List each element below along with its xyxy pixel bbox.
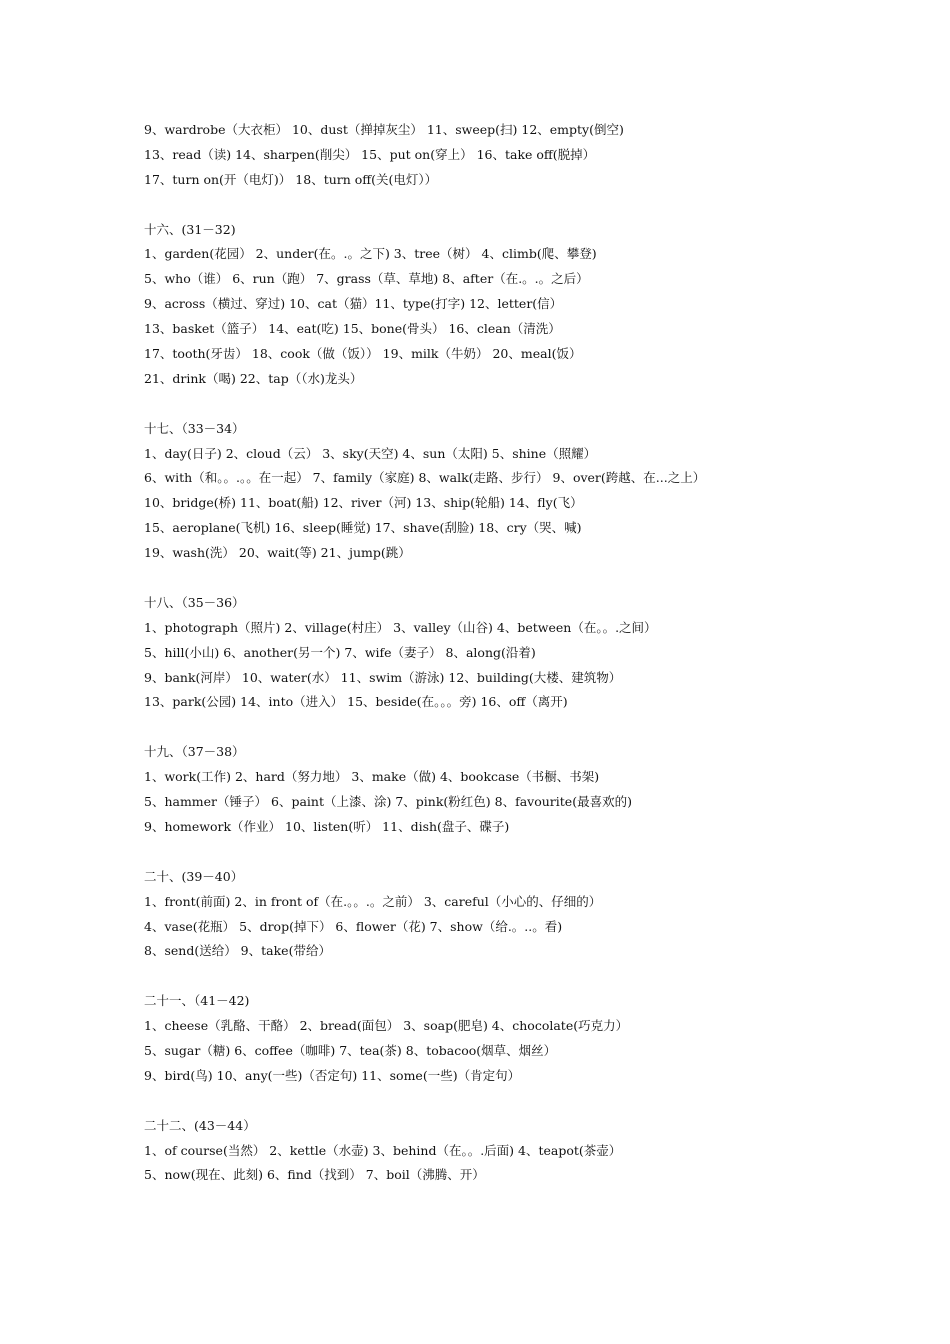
- vocab-line: 17、tooth(牙齿） 18、cook（做（饭）） 19、milk（牛奶） 20、meal(饭）: [144, 346, 582, 362]
- vocab-line: 1、photograph（照片) 2、village(村庄） 3、valley（山谷) 4、between（在。。.之间）: [144, 619, 657, 635]
- section-heading: 十七、（33－34）: [144, 420, 245, 436]
- vocab-line: 1、garden(花园） 2、under(在。.。之下) 3、tree（树） 4、climb(爬、攀登): [144, 246, 597, 262]
- vocab-line: 10、bridge(桥) 11、boat(船) 12、river（河) 13、ship(轮船) 14、fly(飞）: [144, 495, 583, 511]
- section-17: [144, 417, 924, 566]
- vocab-line: 8、send(送给） 9、take(带给）: [144, 943, 331, 959]
- vocab-line: 9、homework（作业） 10、listen(听） 11、dish(盘子、碟子): [144, 818, 510, 834]
- section-heading: 二十一、（41－42): [144, 993, 250, 1009]
- section-heading: 十六、(31－32): [144, 221, 236, 237]
- vocab-line: 13、read（读) 14、sharpen(削尖） 15、put on(穿上） 16、take off(脱掉）: [144, 146, 596, 162]
- vocab-line: 1、front(前面) 2、in front of（在.。。.。之前） 3、careful（小心的、仔细的）: [144, 893, 602, 909]
- vocab-line: 5、hammer（锤子） 6、paint（上漆、涂) 7、pink(粉红色) 8、favourite(最喜欢的): [144, 794, 632, 810]
- section-21: [144, 989, 924, 1089]
- section-22: [144, 1114, 924, 1189]
- vocab-line: 1、day(日子) 2、cloud（云） 3、sky(天空) 4、sun（太阳) 5、shine（照耀）: [144, 445, 597, 461]
- vocab-line: 6、with（和。。.。。在一起） 7、family（家庭) 8、walk(走路、步行） 9、over(跨越、在...之上）: [144, 470, 706, 486]
- vocab-line: 15、aeroplane(飞机) 16、sleep(睡觉) 17、shave(刮脸) 18、cry（哭、喊): [144, 520, 582, 536]
- vocab-line: 9、bank(河岸） 10、water(水） 11、swim（游泳) 12、building(大楼、建筑物）: [144, 669, 622, 685]
- vocab-line: 1、work(工作) 2、hard（努力地） 3、make（做) 4、bookcase（书橱、书架): [144, 769, 600, 785]
- section-20: [144, 865, 924, 965]
- vocab-line: 13、park(公园) 14、into（进入） 15、beside(在。。。旁) 16、off（离开): [144, 694, 568, 710]
- vocab-line: 1、of course(当然） 2、kettle（水壶) 3、behind（在。。.后面) 4、teapot(茶壶）: [144, 1142, 622, 1158]
- vocab-line: 5、sugar（糖) 6、coffee（咖啡) 7、tea(茶) 8、tobacoo(烟草、烟丝）: [144, 1042, 557, 1058]
- section-heading: 十八、（35－36）: [144, 594, 245, 610]
- vocab-line: 21、drink（喝) 22、tap（（水)龙头）: [144, 370, 363, 386]
- section-heading: 十九、（37－38）: [144, 744, 245, 760]
- vocab-line: 19、wash(洗） 20、wait(等) 21、jump(跳）: [144, 545, 411, 561]
- section-heading: 二十、(39－40）: [144, 868, 244, 884]
- vocab-line: 5、now(现在、此刻) 6、find（找到） 7、boil（沸腾、开）: [144, 1167, 485, 1183]
- vocab-line: 1、cheese（乳酪、干酪） 2、bread(面包） 3、soap(肥皂) 4、chocolate(巧克力）: [144, 1018, 629, 1034]
- vocab-line: 9、wardrobe（大衣柜） 10、dust（掸掉灰尘） 11、sweep(扫) 12、empty(倒空): [144, 122, 624, 137]
- section-16: [144, 218, 924, 392]
- vocabulary-list: [144, 118, 924, 1188]
- section-19: [144, 740, 924, 840]
- vocab-line: 13、basket（篮子） 14、eat(吃) 15、bone(骨头） 16、clean（清洗）: [144, 321, 561, 337]
- vocab-line: 5、who（谁） 6、run（跑） 7、grass（草、草地) 8、after（在.。.。之后）: [144, 271, 589, 287]
- section-18: [144, 591, 924, 715]
- vocab-line: 9、bird(鸟) 10、any(一些)（否定句) 11、some(一些)（肯定句）: [144, 1067, 521, 1083]
- vocab-line: 9、across（横过、穿过) 10、cat（猫）11、type(打字) 12、letter(信）: [144, 296, 563, 312]
- vocab-line: 17、turn on(开（电灯)） 18、turn off(关(电灯））: [144, 171, 438, 187]
- section-heading: 二十二、(43－44）: [144, 1117, 256, 1133]
- vocab-line: 5、hill(小山) 6、another(另一个) 7、wife（妻子） 8、along(沿着): [144, 644, 536, 660]
- vocab-line: 4、vase(花瓶） 5、drop(掉下） 6、flower（花) 7、show（给.。..。看): [144, 918, 563, 934]
- section-continuation: [144, 118, 924, 193]
